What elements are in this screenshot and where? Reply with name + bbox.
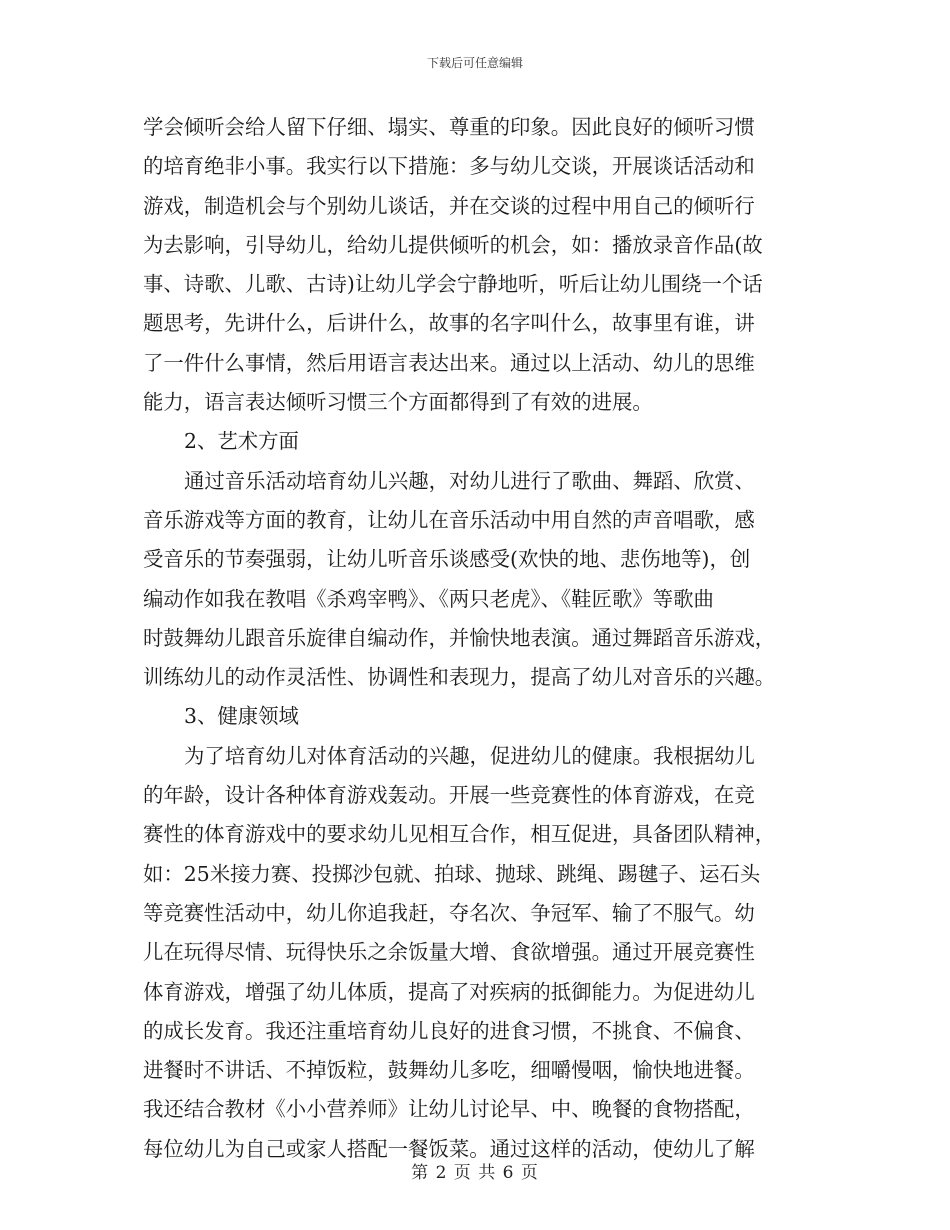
- section-heading-health: 3、健康领域: [184, 704, 299, 729]
- body-line: 学会倾听会给人留下仔细、塌实、尊重的印象。因此良好的倾听习惯: [143, 115, 755, 139]
- body-line: 体育游戏，增强了幼儿体质，提高了对疾病的抵御能力。为促进幼儿: [143, 979, 755, 1004]
- document-body: [143, 108, 813, 1169]
- body-line: 了一件什么事情，然后用语言表达出来。通过以上活动、幼儿的思维: [143, 350, 755, 375]
- body-line: 事、诗歌、儿歌、古诗)让幼儿学会宁静地听，听后让幼儿围绕一个话: [143, 272, 763, 297]
- body-line: 赛性的体育游戏中的要求幼儿见相互合作，相互促进，具备团队精神，: [143, 822, 776, 847]
- body-line: 的成长发育。我还注重培育幼儿良好的进食习惯，不挑食、不偏食、: [143, 1018, 755, 1043]
- body-line: 为了培育幼儿对体育活动的兴趣，促进幼儿的健康。我根据幼儿: [184, 743, 755, 768]
- body-line: 能力，语言表达倾听习惯三个方面都得到了有效的进展。: [143, 390, 653, 415]
- body-line: 等竞赛性活动中，幼儿你追我赶，夺名次、争冠军、输了不服气。幼: [143, 900, 755, 925]
- body-line: 每位幼儿为自己或家人搭配一餐饭菜。通过这样的活动，使幼儿了解: [143, 1136, 755, 1161]
- section-heading-art: 2、艺术方面: [184, 429, 299, 454]
- body-line: 受音乐的节奏强弱，让幼儿听音乐谈感受(欢快的地、悲伤地等)，创: [143, 547, 751, 572]
- body-line: 游戏，制造机会与个别幼儿谈话，并在交谈的过程中用自己的倾听行: [143, 193, 755, 218]
- body-line: 通过音乐活动培育幼儿兴趣，对幼儿进行了歌曲、舞蹈、欣赏、: [184, 468, 755, 493]
- body-line: 的年龄，设计各种体育游戏轰动。开展一些竞赛性的体育游戏，在竞: [143, 783, 755, 808]
- page-header: 下载后可任意编辑: [426, 56, 523, 70]
- page-footer: 第 2 页 共 6 页: [411, 1163, 539, 1183]
- body-line: 进餐时不讲话、不掉饭粒，鼓舞幼儿多吃，细嚼慢咽，愉快地进餐。: [143, 1058, 755, 1083]
- body-line: 的培育绝非小事。我实行以下措施：多与幼儿交谈，开展谈话活动和: [143, 154, 755, 179]
- body-line: 为去影响，引导幼儿，给幼儿提供倾听的机会，如：播放录音作品(故: [143, 232, 763, 257]
- body-line: 儿在玩得尽情、玩得快乐之余饭量大增、食欲增强。通过开展竞赛性: [143, 940, 755, 965]
- body-line: 时鼓舞幼儿跟音乐旋律自编动作，并愉快地表演。通过舞蹈音乐游戏，: [143, 625, 776, 650]
- body-line: 题思考，先讲什么，后讲什么，故事的名字叫什么，故事里有谁，讲: [143, 311, 755, 336]
- body-line: 我还结合教材《小小营养师》让幼儿讨论早、中、晚餐的食物搭配，: [143, 1097, 755, 1122]
- body-line: 如：25米接力赛、投掷沙包就、拍球、抛球、跳绳、踢毽子、运石头: [143, 861, 761, 886]
- body-line: 训练幼儿的动作灵活性、协调性和表现力，提高了幼儿对音乐的兴趣。: [143, 665, 776, 690]
- body-line: 音乐游戏等方面的教育，让幼儿在音乐活动中用自然的声音唱歌，感: [143, 507, 755, 532]
- body-line: 编动作如我在教唱《杀鸡宰鸭》、《两只老虎》、《鞋匠歌》等歌曲: [143, 586, 714, 611]
